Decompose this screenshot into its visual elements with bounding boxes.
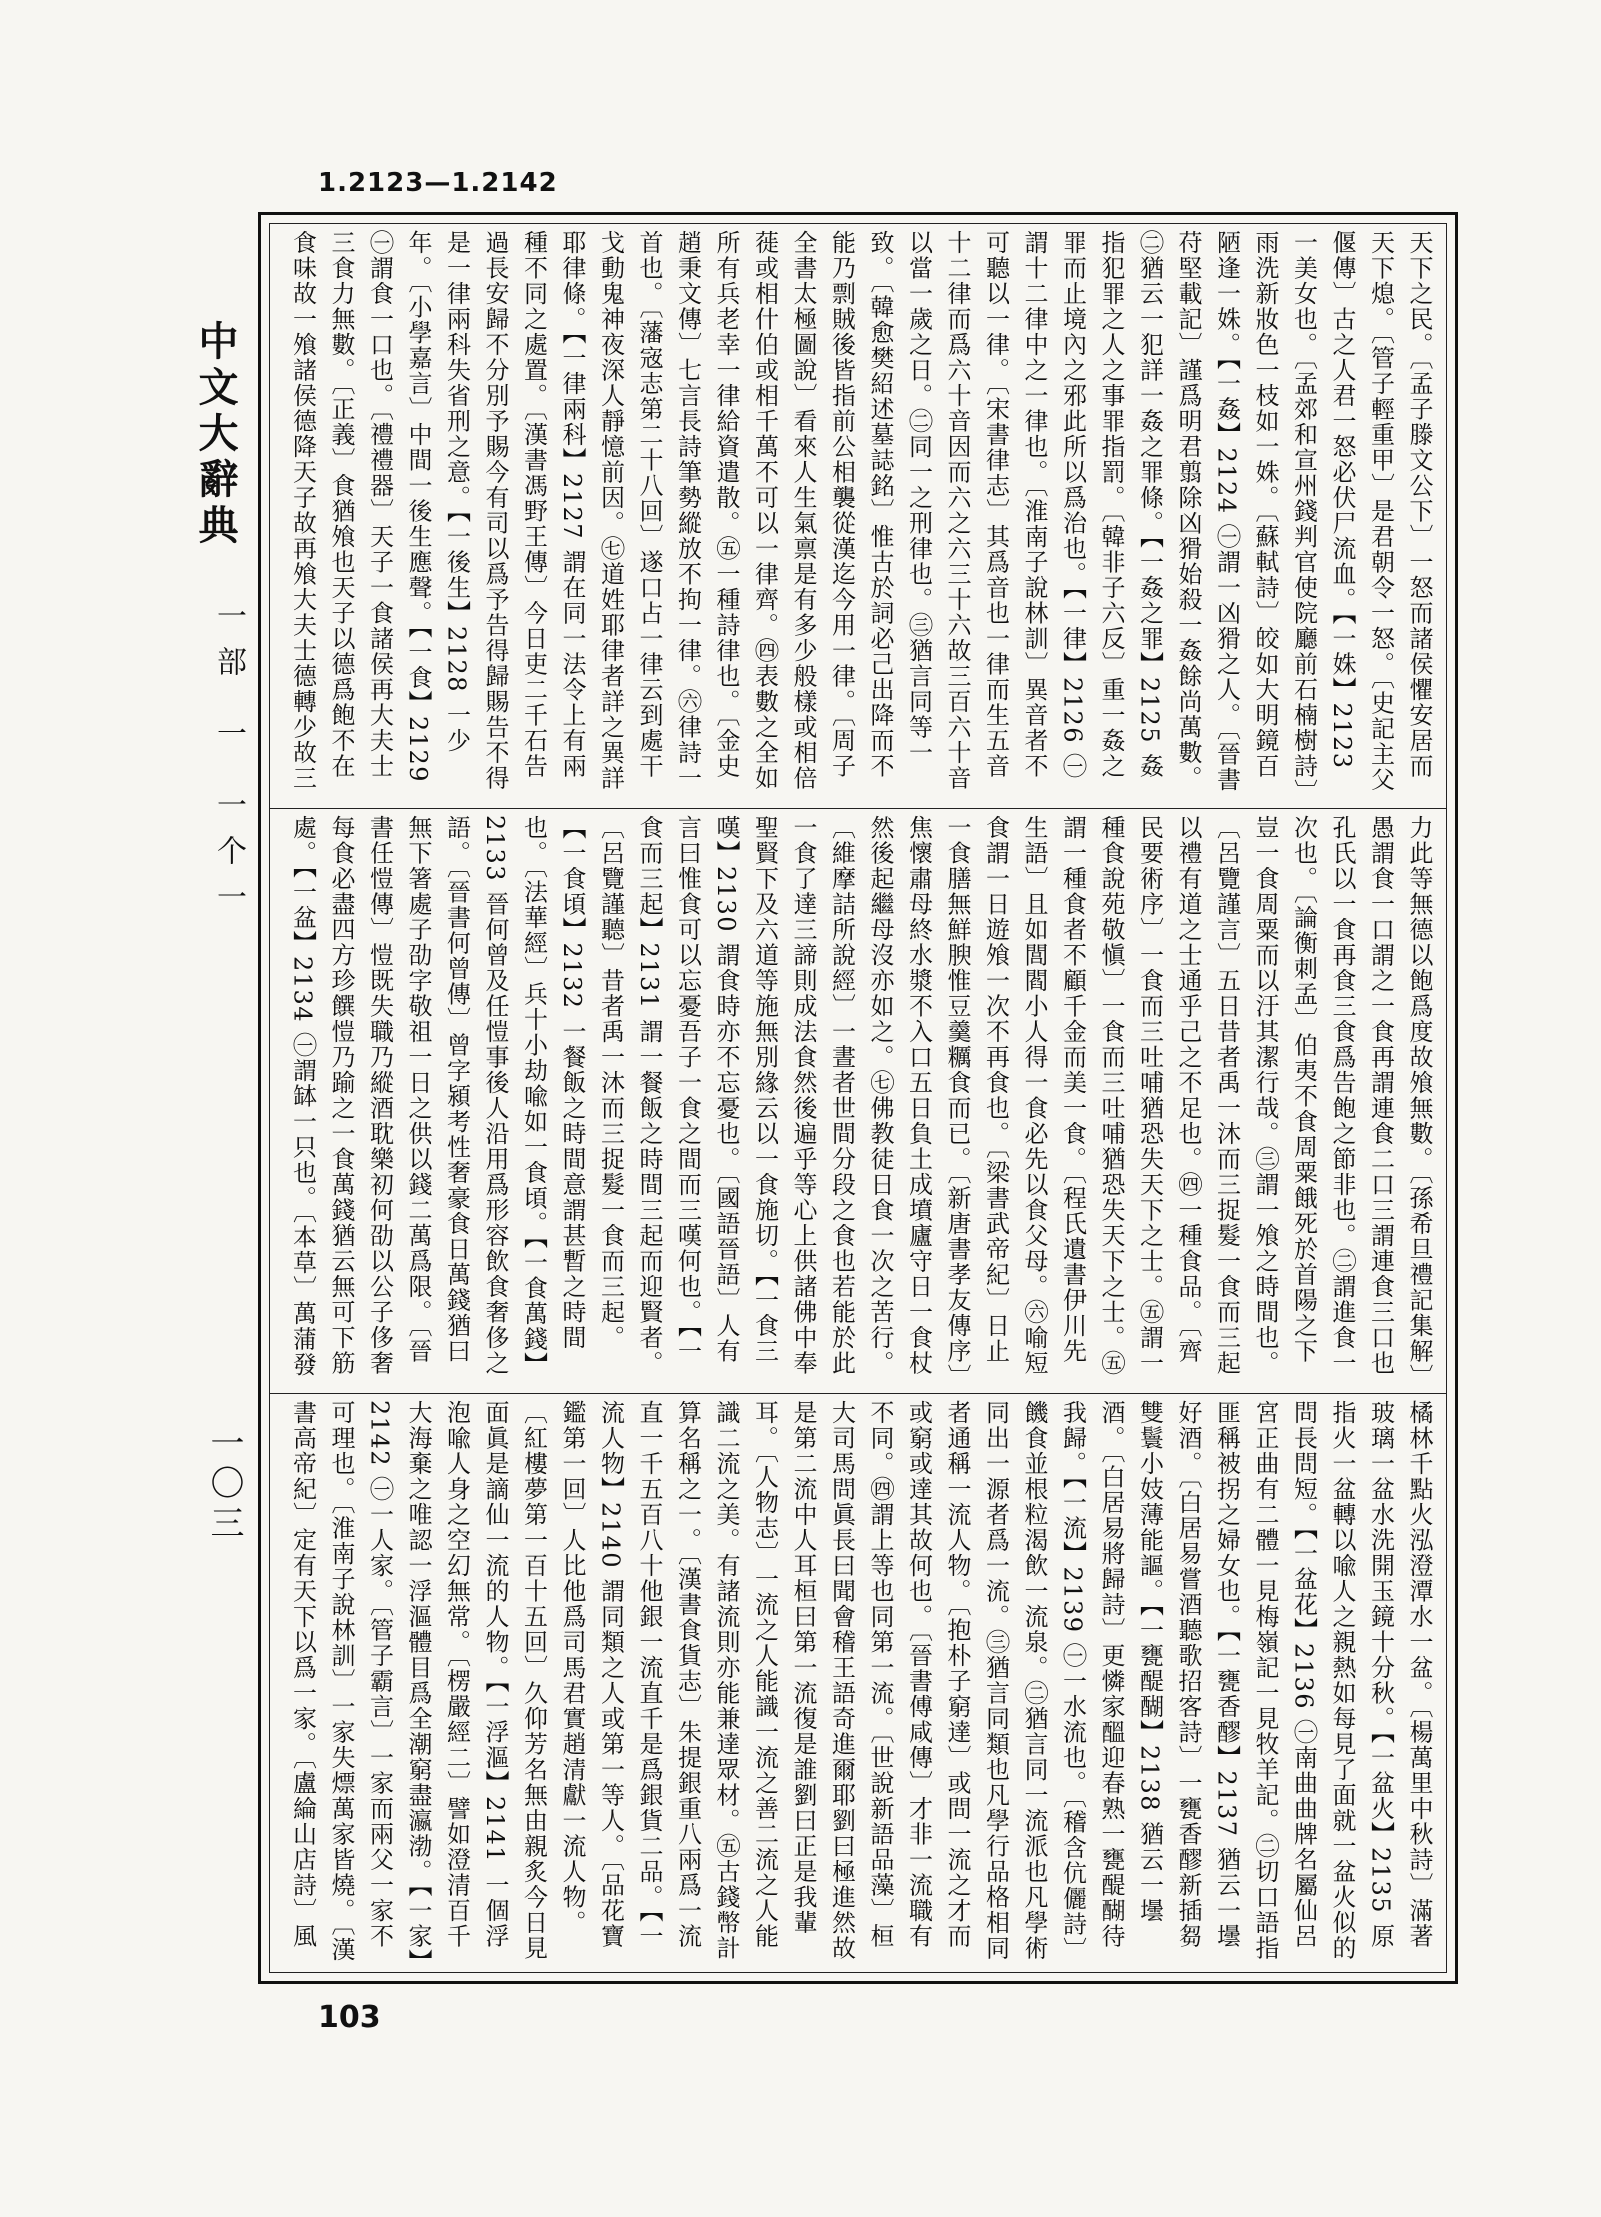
text-tier-top	[270, 224, 1446, 809]
vertical-text-block: 力此等無德以飽爲度故飧無數。〔孫希旦禮記集解〕愚謂食一口謂之一食再謂連食二口三謂連食三口也孔氏以一食再食三食爲告飽之節非也。㊁謂進食一次也。〔論衡刺孟〕伯夷不食周粟餓死於首陽之下豈一食周粟而以汙其潔行哉。㊂謂一飧之時間也。〔呂覽謹言〕五日昔者禹一沐而三捉髮一食而三起以禮有道之士通乎己之不足也。㊃一種食品。〔齊民要術序〕一食而三吐哺猶恐失天下之士。㊄謂一種食說苑敬愼〕一食而三吐哺猶恐失天下之士。㊄謂一種食者不顧千金而美一食。〔程氏遺書伊川先生語〕且如閭閻小人得一食必先以食父母。㊅喻短食謂一日遊飧一次不再食也。〔梁書武帝紀〕日止一食膳無鮮腴惟豆羹糲食而已。〔新唐書孝友傳序〕焦懷肅母終水漿不入口五日負土成墳廬守日一食杖然後起繼母沒亦如之。㊆佛教徒日食一次之苦行。〔維摩詰所說經〕一晝者世間分段之食也若能於此一食了達三諦則成法食然後遍乎等心上供諸佛中奉聖賢下及六道等施無別緣云以一食施切。【一食三嘆】2130 謂食時亦不忘憂也。〔國語晉語〕人有言曰惟食可以忘憂吾子一食之間而三嘆何也。【一食而三起】2131 謂一餐飯之時間三起而迎賢者。〔呂覽謹聽〕昔者禹一沐而三捉髮一食而三起。【一食頃】2132 一餐飯之時間意謂甚暫之時間也。〔法華經〕兵十小劫喩如一食頃。【一食萬錢】2133 晉何曾及任愷事後人沿用爲形容飲食奢侈之語。〔晉書何曾傳〕曾字潁考性奢豪食日萬錢猶曰無下箸處子劭字敬祖一日之供以錢二萬爲限。〔晉書任愷傳〕愷既失職乃縱酒耽樂初何劭以公子侈奢每食必盡四方珍饌愷乃踰之一食萬錢猶云無可下筋處。【一盆】2134 ㊀謂缽一只也。〔本草〕萬蒲發	[288, 815, 1433, 1378]
text-body	[269, 223, 1447, 1973]
entry-range-header: 1.2123—1.2142	[318, 168, 558, 198]
vertical-text-block: 天下之民。〔孟子滕文公下〕一怒而諸侯懼安居而天下熄。〔管子輕重甲〕是君朝令一怒。〔史記主父偃傳〕古之人君一怒必伏尸流血。【一姝】2123 一美女也。〔孟郊和宣州錢判官使院廳前石楠樹詩〕雨洗新妝色一枝如一姝。〔蘇軾詩〕皎如大明鏡百陋逢一姝。【一姦】2124 ㊀謂一凶猾之人。〔晉書苻堅載記〕謹爲明君翦除凶猾始殺一姦餘尚萬數。㊁猶云一犯詳一姦之罪條。【一姦之罪】2125 姦指犯罪之人之事罪指罰。〔韓非子六反〕重一姦之罪而止境內之邪此所以爲治也。【一律】2126 ㊀謂十二律中之一律也。〔淮南子說林訓〕異音者不可聽以一律。〔宋書律志〕其爲音也一律而生五音十二律而爲六十音因而六之六三十六故三百六十音以當一歲之日。㊁同一之刑律也。㊂猶言同等一致。〔韓愈樊紹述墓誌銘〕惟古於詞必己出降而不能乃剽賊後皆指前公相襲從漢迄今用一律。〔周子全書太極圖說〕看來人生氣禀是有多少般樣或相倍蓰或相什伯或相千萬不可以一律齊。㊃表數之全如所有兵老幸一律給資遣散。㊄一種詩律也。〔金史趙秉文傳〕七言長詩筆勢縱放不拘一律。㊅律詩一首也。〔藩宼志第二十八回〕遂口占一律云到處干戈動鬼神夜深人靜憶前因。㊆道姓耶律者詳之異詳耶律條。【一律兩科】2127 謂在同一法令上有兩種不同之處置。〔漢書馮野王傳〕今日吏二千石告過長安歸不分別予賜今有司以爲予告得歸賜告不得是一律兩科失省刑之意。【一後生】2128 一少年。〔小學嘉言〕中間一後生應聲。【一食】2129 ㊀謂食一口也。〔禮禮器〕天子一食諸侯再大夫士三食力無數。〔正義〕食猶飧也天子以德爲飽不在食味故一飧諸侯德降天子故再飧大夫士德轉少故三	[288, 230, 1433, 793]
dictionary-title: 中文大辭典	[192, 320, 239, 550]
radical-section-label: 一部 一 一个一	[211, 600, 246, 928]
page-number: 103	[318, 2000, 381, 2035]
text-tier-bottom	[270, 1394, 1446, 1978]
vertical-text-block: 橘林千點火泓澄潭水一盆。〔楊萬里中秋詩〕滿著玻璃一盆水洗開玉鏡十分秋。【一盆火】2135 原指火一盆轉以喩人之親熱如每見了面就一盆火似的問長問短。【一盆花】2136 ㊀南曲曲牌名屬仙呂宮正曲有二體一見梅嶺記一見牧羊記。㊁切口語指匪稱被拐之婦女也。【一甕香醪】2137 猶云一壜好酒。〔白居易嘗酒聽歌招客詩〕一甕香醪新插芻雙鬟小妓薄能謳。【一甕醍醐】2138 猶云一壜酒。〔白居易將歸詩〕更憐家醞迎春熟一甕醍醐待我歸。【一流】2139 ㊀一水流也。〔稽含伉儷詩〕饑食並根粒渴飲一流泉。㊁猶言同一流派也凡學術同出一源者爲一流。㊂猶言同類也凡學行品格相同者通稱一流人物。〔抱朴子窮達〕或問一流之才而或窮或達其故何也。〔晉書傅咸傳〕才非一流職有不同。㊃謂上等也同第一流。〔世說新語品藻〕桓大司馬問眞長曰聞會稽王語奇進爾耶劉曰極進然故是第二流中人耳桓曰第一流復是誰劉曰正是我輩耳。〔人物志〕一流之人能識一流之善二流之人能識二流之美。有諸流則亦能兼達眾材。㊄古錢幣計算名稱之一。〔漢書食貨志〕朱提銀重八兩爲一流直一千五百八十他銀一流直千是爲銀貨二品。【一流人物】2140 謂同類之人或第一等人。〔品花寶鑑第一回〕人比他爲司馬君實趙清獻一流人物。〔紅樓夢第一百十五回〕久仰芳名無由親炙今日見面眞是謫仙一流的人物。【一浮漚】2141 一個浮泡喩人身之空幻無常。〔楞嚴經二〕譬如澄清百千大海棄之唯認一浮漚體目爲全潮窮盡瀛渤。【一家】2142 ㊀一人家。〔管子霸言〕一家而兩父一家不可理也。〔淮南子說林訓〕一家失熛萬家皆燒。〔漢書高帝紀〕定有天下以爲一家。〔盧綸山店詩〕風	[288, 1400, 1433, 1963]
chinese-page-number: 一〇三	[204, 1425, 244, 1545]
page-frame	[258, 212, 1458, 1984]
text-tier-middle	[270, 809, 1446, 1394]
